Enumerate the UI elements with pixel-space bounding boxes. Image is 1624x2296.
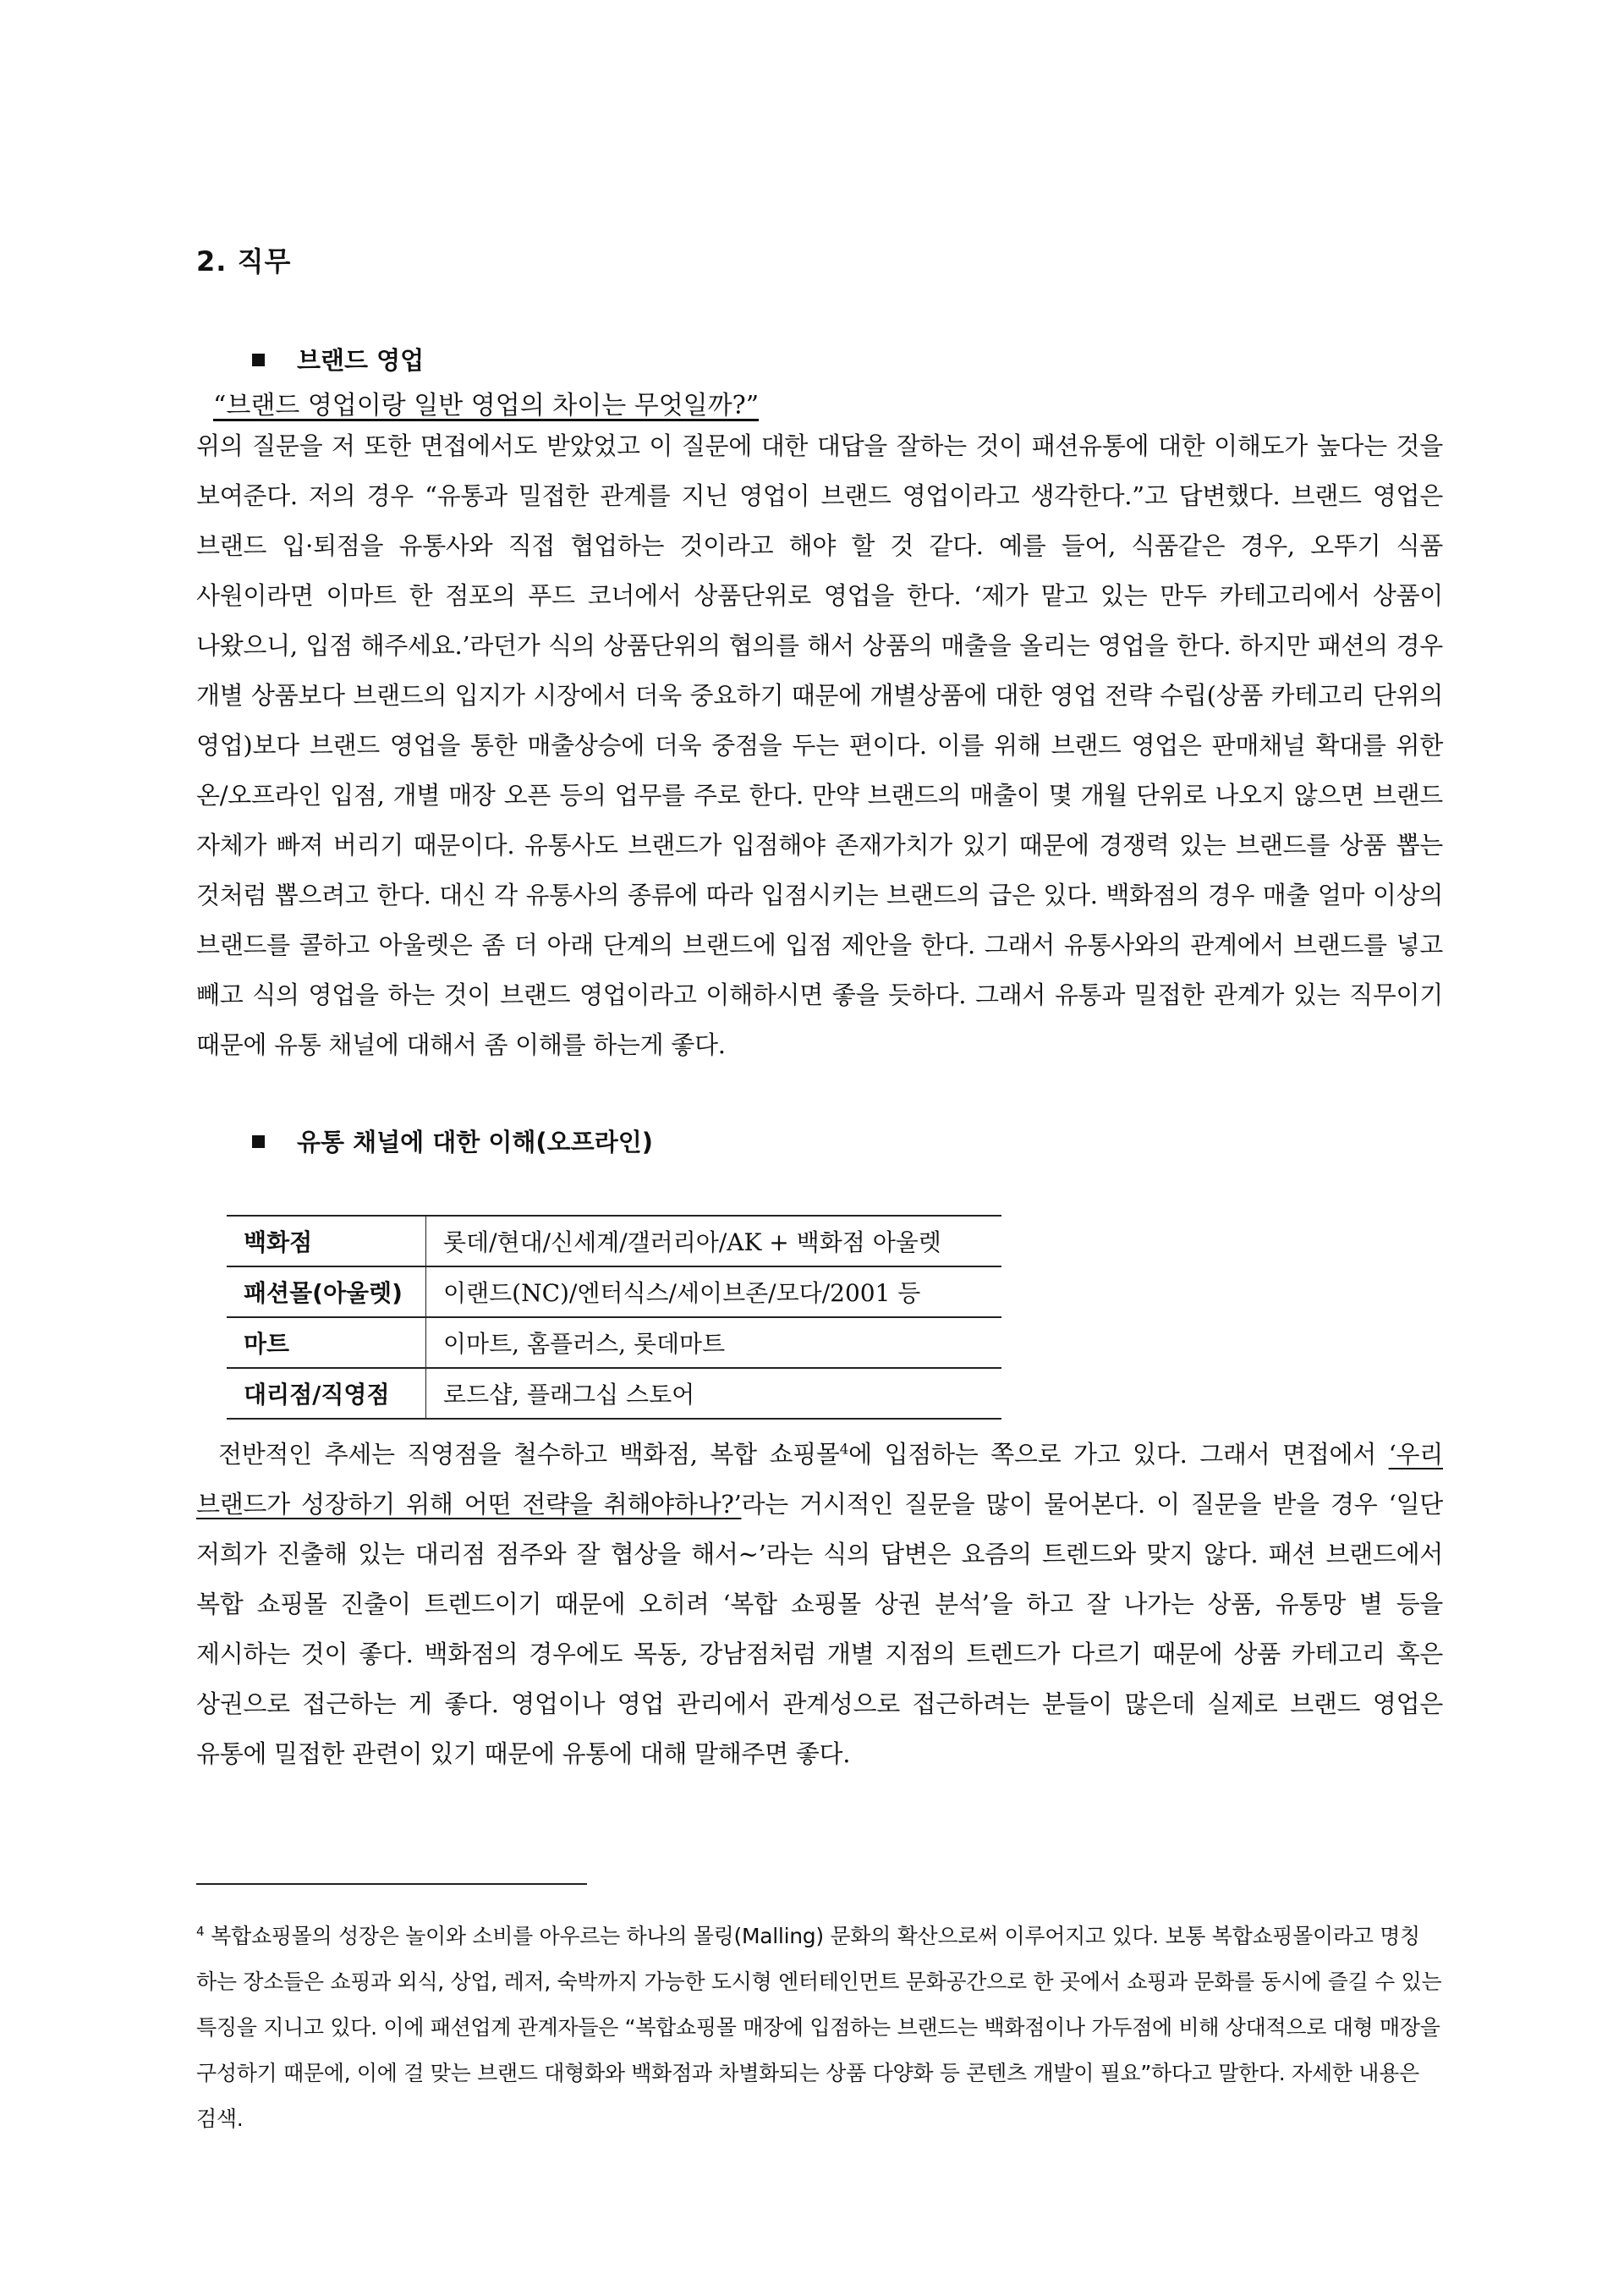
table-row: [227, 1317, 1001, 1368]
trend-text-2: 에 입점하는 쪽으로 가고 있다. 그래서 면접에서: [848, 1440, 1389, 1469]
channel-value: 롯데/현대/신세계/갤러리아/AK + 백화점 아울렛: [426, 1216, 1002, 1266]
channel-value: 이랜드(NC)/엔터식스/세이브존/모다/2001 등: [426, 1266, 1002, 1317]
brand-sales-heading-text: 브랜드 영업: [297, 346, 425, 375]
brand-sales-heading: [252, 342, 424, 376]
trend-underlined-question: ‘우리 브랜드가 성장하기 위해 어떤 전략을 취해야하나?’: [196, 1440, 1443, 1519]
table-row: [227, 1216, 1001, 1266]
channel-label: 백화점: [227, 1216, 426, 1266]
channels-heading-text: 유통 채널에 대한 이해(오프라인): [297, 1128, 653, 1156]
square-bullet-icon: [252, 1135, 265, 1148]
channels-heading: [252, 1123, 653, 1158]
channel-label: 패션몰(아울렛): [227, 1266, 426, 1317]
trend-paragraph: [196, 1430, 1443, 1779]
brand-sales-question: “브랜드 영업이랑 일반 영업의 차이는 무엇일까?”: [213, 391, 760, 420]
trend-text-1: 전반적인 추세는 직영점을 철수하고 백화점, 복합 쇼핑몰: [218, 1440, 840, 1469]
brand-sales-paragraph: 위의 질문을 저 또한 면접에서도 받았었고 이 질문에 대한 대답을 잘하는 것이 패션유통에 대한 이해도가 높다는 것을 보여준다. 저의 경우 “유통과 밀접한 관계를 지닌 영업이 브랜드 영업이라고 생각한다.”고 답변했다. 브랜드 영업은 브랜드 입·퇴점을 유통사와 직접 협업하는 것이라고 해야 할 것 같다. 예를 들어, 식품같은 경우, 오뚜기 식품 사원이라면 이마트 한 점포의 푸드 코너에서 상품단위로 영업을 한다. ‘제가 맡고 있는 만두 카테고리에서 상품이 나왔으니, 입점 해주세요.’라던가 식의 상품단위의 협의를 해서 상품의 매출을 올리는 영업을 한다. 하지만 패션의 경우 개별 상품보다 브랜드의 입지가 시장에서 더욱 중요하기 때문에 개별상품에 대한 영업 전략 수립(상품 카테고리 단위의 영업)보다 브랜드 영업을 통한 매출상승에 더욱 중점을 두는 편이다. 이를 위해 브랜드 영업은 판매채널 확대를 위한 온/오프라인 입점, 개별 매장 오픈 등의 업무를 주로 한다. 만약 브랜드의 매출이 몇 개월 단위로 나오지 않으면 브랜드 자체가 빠져 버리기 때문이다. 유통사도 브랜드가 입점해야 존재가치가 있기 때문에 경쟁력 있는 브랜드를 상품 뽑는 것처럼 뽑으려고 한다. 대신 각 유통사의 종류에 따라 입점시키는 브랜드의 급은 있다. 백화점의 경우 매출 얼마 이상의 브랜드를 콜하고 아울렛은 좀 더 아래 단계의 브랜드에 입점 제안을 한다. 그래서 유통사와의 관계에서 브랜드를 넣고 빼고 식의 영업을 하는 것이 브랜드 영업이라고 이해하시면 좋을 듯하다. 그래서 유통과 밀접한 관계가 있는 직무이기 때문에 유통 채널에 대해서 좀 이해를 하는게 좋다.: [196, 431, 1443, 1059]
footnote-number: 4: [196, 1923, 205, 1939]
channel-label: 대리점/직영점: [227, 1368, 426, 1419]
square-bullet-icon: [252, 354, 265, 366]
footnote-divider: [196, 1883, 587, 1885]
channel-value: 로드샵, 플래그십 스토어: [426, 1368, 1002, 1419]
footnote: [196, 1914, 1443, 2142]
distribution-channel-table: [227, 1215, 1001, 1420]
table-row: [227, 1266, 1001, 1317]
channel-value: 이마트, 홈플러스, 롯데마트: [426, 1317, 1002, 1368]
trend-text-3: 라는 거시적인 질문을 많이 물어본다. 이 질문을 받을 경우 ‘일단 저희가 진출해 있는 대리점 점주와 잘 협상을 해서~’라는 식의 답변은 요즘의 트렌드와 맞지 않다. 패션 브랜드에서 복합 쇼핑몰 진출이 트렌드이기 때문에 오히려 ‘복합 쇼핑몰 상권 분석’을 하고 잘 나가는 상품, 유통망 별 등을 제시하는 것이 좋다. 백화점의 경우에도 목동, 강남점처럼 개별 지점의 트렌드가 다르기 때문에 상품 카테고리 혹은 상권으로 접근하는 게 좋다. 영업이나 영업 관리에서 관계성으로 접근하려는 분들이 많은데 실제로 브랜드 영업은 유통에 밀접한 관련이 있기 때문에 유통에 대해 말해주면 좋다.: [196, 1490, 1443, 1768]
table-row: [227, 1368, 1001, 1419]
footnote-text: 복합쇼핑몰의 성장은 놀이와 소비를 아우르는 하나의 몰링(Malling) 문화의 확산으로써 이루어지고 있다. 보통 복합쇼핑몰이라고 명칭 하는 장소들은 쇼핑과 외식, 상업, 레저, 숙박까지 가능한 도시형 엔터테인먼트 문화공간으로 한 곳에서 쇼핑과 문화를 동시에 즐길 수 있는 특징을 지니고 있다. 이에 패션업계 관계자들은 “복합쇼핑몰 매장에 입점하는 브랜드는 백화점이나 가두점에 비해 상대적으로 대형 매장을 구성하기 때문에, 이에 걸 맞는 브랜드 대형화와 백화점과 차별화되는 상품 다양화 등 콘텐츠 개발이 필요”하다고 말한다. 자세한 내용은 검색.: [196, 1924, 1442, 2131]
channel-label: 마트: [227, 1317, 426, 1368]
footnote-ref: 4: [839, 1441, 849, 1458]
section-title: 2. 직무: [196, 245, 292, 277]
